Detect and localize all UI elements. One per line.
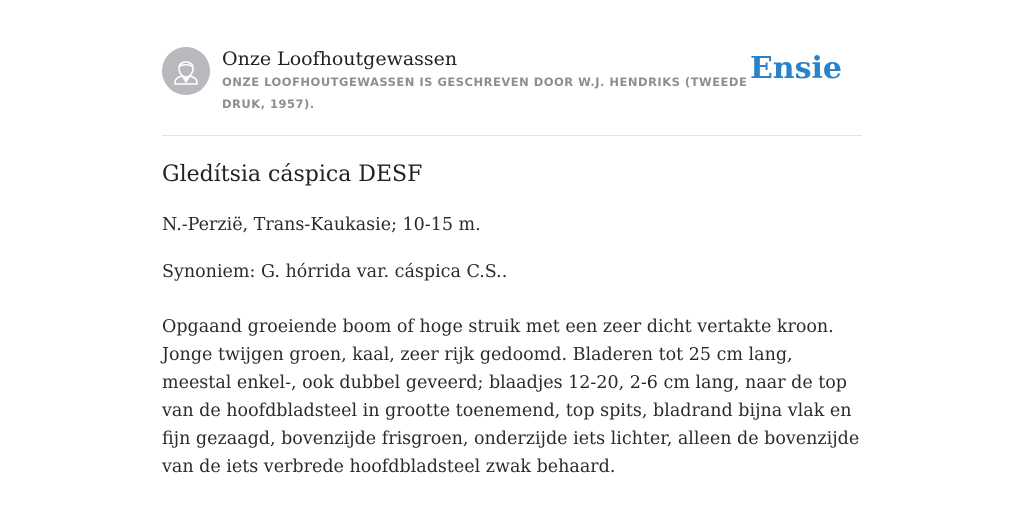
entry-origin: N.-Perzië, Trans-Kaukasie; 10-15 m. (162, 215, 481, 235)
entry-synonym: Synoniem: G. hórrida var. cáspica C.S.. (162, 262, 508, 282)
source-header (162, 46, 862, 135)
source-description: ONZE LOOFHOUTGEWASSEN IS GESCHREVEN DOOR W.J. HENDRIKS (TWEEDE DRUK, 1957). (222, 75, 748, 111)
ensie-logo[interactable]: Ensie (749, 51, 842, 86)
entry-title: Gledítsia cáspica DESF (162, 162, 423, 187)
entry-description: Opgaand groeiende boom of hoge struik met een zeer dicht vertakte kroon. Jonge twijgen groen, kaal, zeer rijk gedoomd. Bladeren tot 25 cm lang, meestal enkel-, ook dubbel geveerd; blaadjes 12-20, 2-6 cm lang, naar de top van de hoofdbladsteel in grootte toenemend, top spits, bladrand bijna vlak en fijn gezaagd, bovenzijde frisgroen, onderzijde iets lichter, alleen de bovenzijde van de iets verbrede hoofdbladsteel zwak behaard. (162, 317, 860, 477)
user-icon (162, 47, 210, 95)
entry-content (162, 158, 862, 481)
source-title[interactable]: Onze Loofhoutgewassen (222, 48, 458, 70)
header-divider (162, 135, 862, 136)
